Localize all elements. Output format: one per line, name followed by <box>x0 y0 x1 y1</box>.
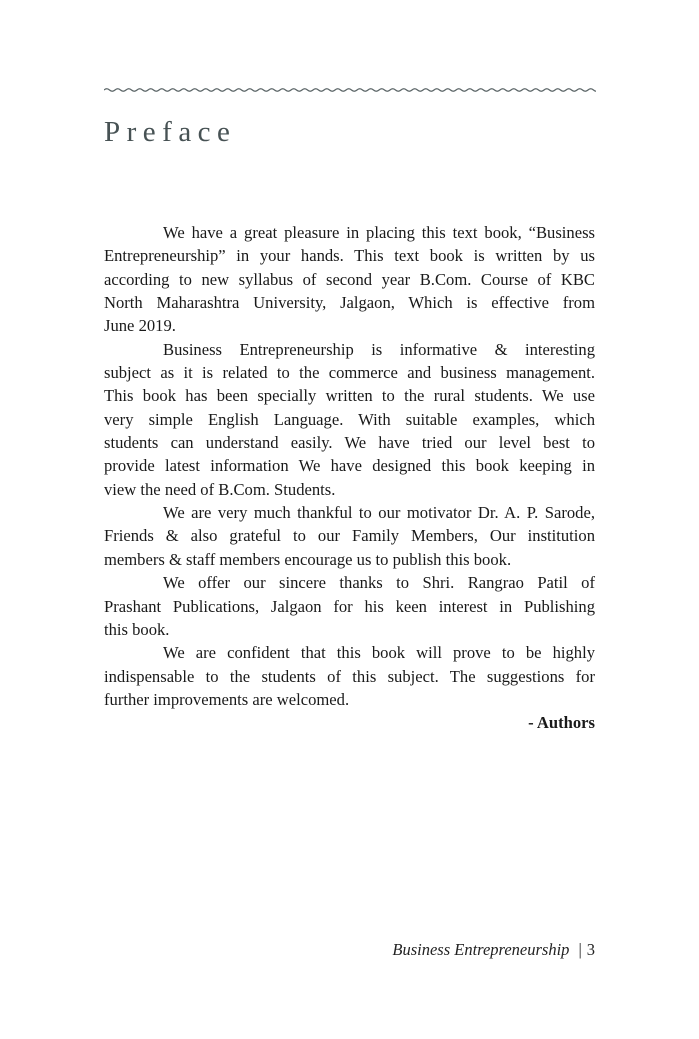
text-line: Friends & also grateful to our Family Members, Our institution <box>104 526 595 546</box>
text-line: Prashant Publications, Jalgaon for his keen interest in Publishing <box>104 596 595 616</box>
footer-book-title: Business Entrepreneurship <box>392 940 570 959</box>
preface-body <box>104 221 595 735</box>
paragraph <box>104 501 595 571</box>
text-line: We are confident that this book will prove to be highly <box>163 643 595 663</box>
text-line: according to new syllabus of second year B.Com. Course of KBC <box>104 269 595 289</box>
text-line: June 2019. <box>104 316 176 336</box>
text-line: provide latest information We have designed this book keeping in <box>104 456 595 476</box>
text-line: very simple English Language. With suitable examples, which <box>104 409 595 429</box>
paragraph <box>104 221 595 338</box>
text-line: Entrepreneurship” in your hands. This text book is written by us <box>104 246 595 266</box>
paragraph <box>104 571 595 641</box>
page-title: Preface <box>104 116 237 148</box>
text-line: members & staff members encourage us to publish this book. <box>104 549 512 569</box>
page-number: 3 <box>586 940 595 959</box>
text-line: view the need of B.Com. Students. <box>104 479 336 499</box>
text-line: students can understand easily. We have tried our level best to <box>104 433 595 453</box>
text-line: indispensable to the students of this subject. The suggestions for <box>104 666 595 686</box>
paragraph <box>104 641 595 711</box>
text-line: North Maharashtra University, Jalgaon, Which is effective from <box>104 293 595 313</box>
page-footer <box>392 940 595 960</box>
text-line: We have a great pleasure in placing this text book, “Business <box>163 223 595 242</box>
text-line: further improvements are welcomed. <box>104 689 350 709</box>
text-line: this book. <box>104 619 170 639</box>
paragraph <box>104 338 595 501</box>
text-line: We are very much thankful to our motivator Dr. A. P. Sarode, <box>163 503 595 523</box>
text-line: Business Entrepreneurship is informative & interesting <box>163 339 595 359</box>
footer-separator: | <box>578 940 582 959</box>
signature: - Authors <box>528 713 595 733</box>
text-line: This book has been specially written to the rural students. We use <box>104 386 595 406</box>
wavy-divider <box>104 85 596 95</box>
text-line: We offer our sincere thanks to Shri. Rangrao Patil of <box>163 573 595 593</box>
text-line: subject as it is related to the commerce and business management. <box>104 363 595 383</box>
